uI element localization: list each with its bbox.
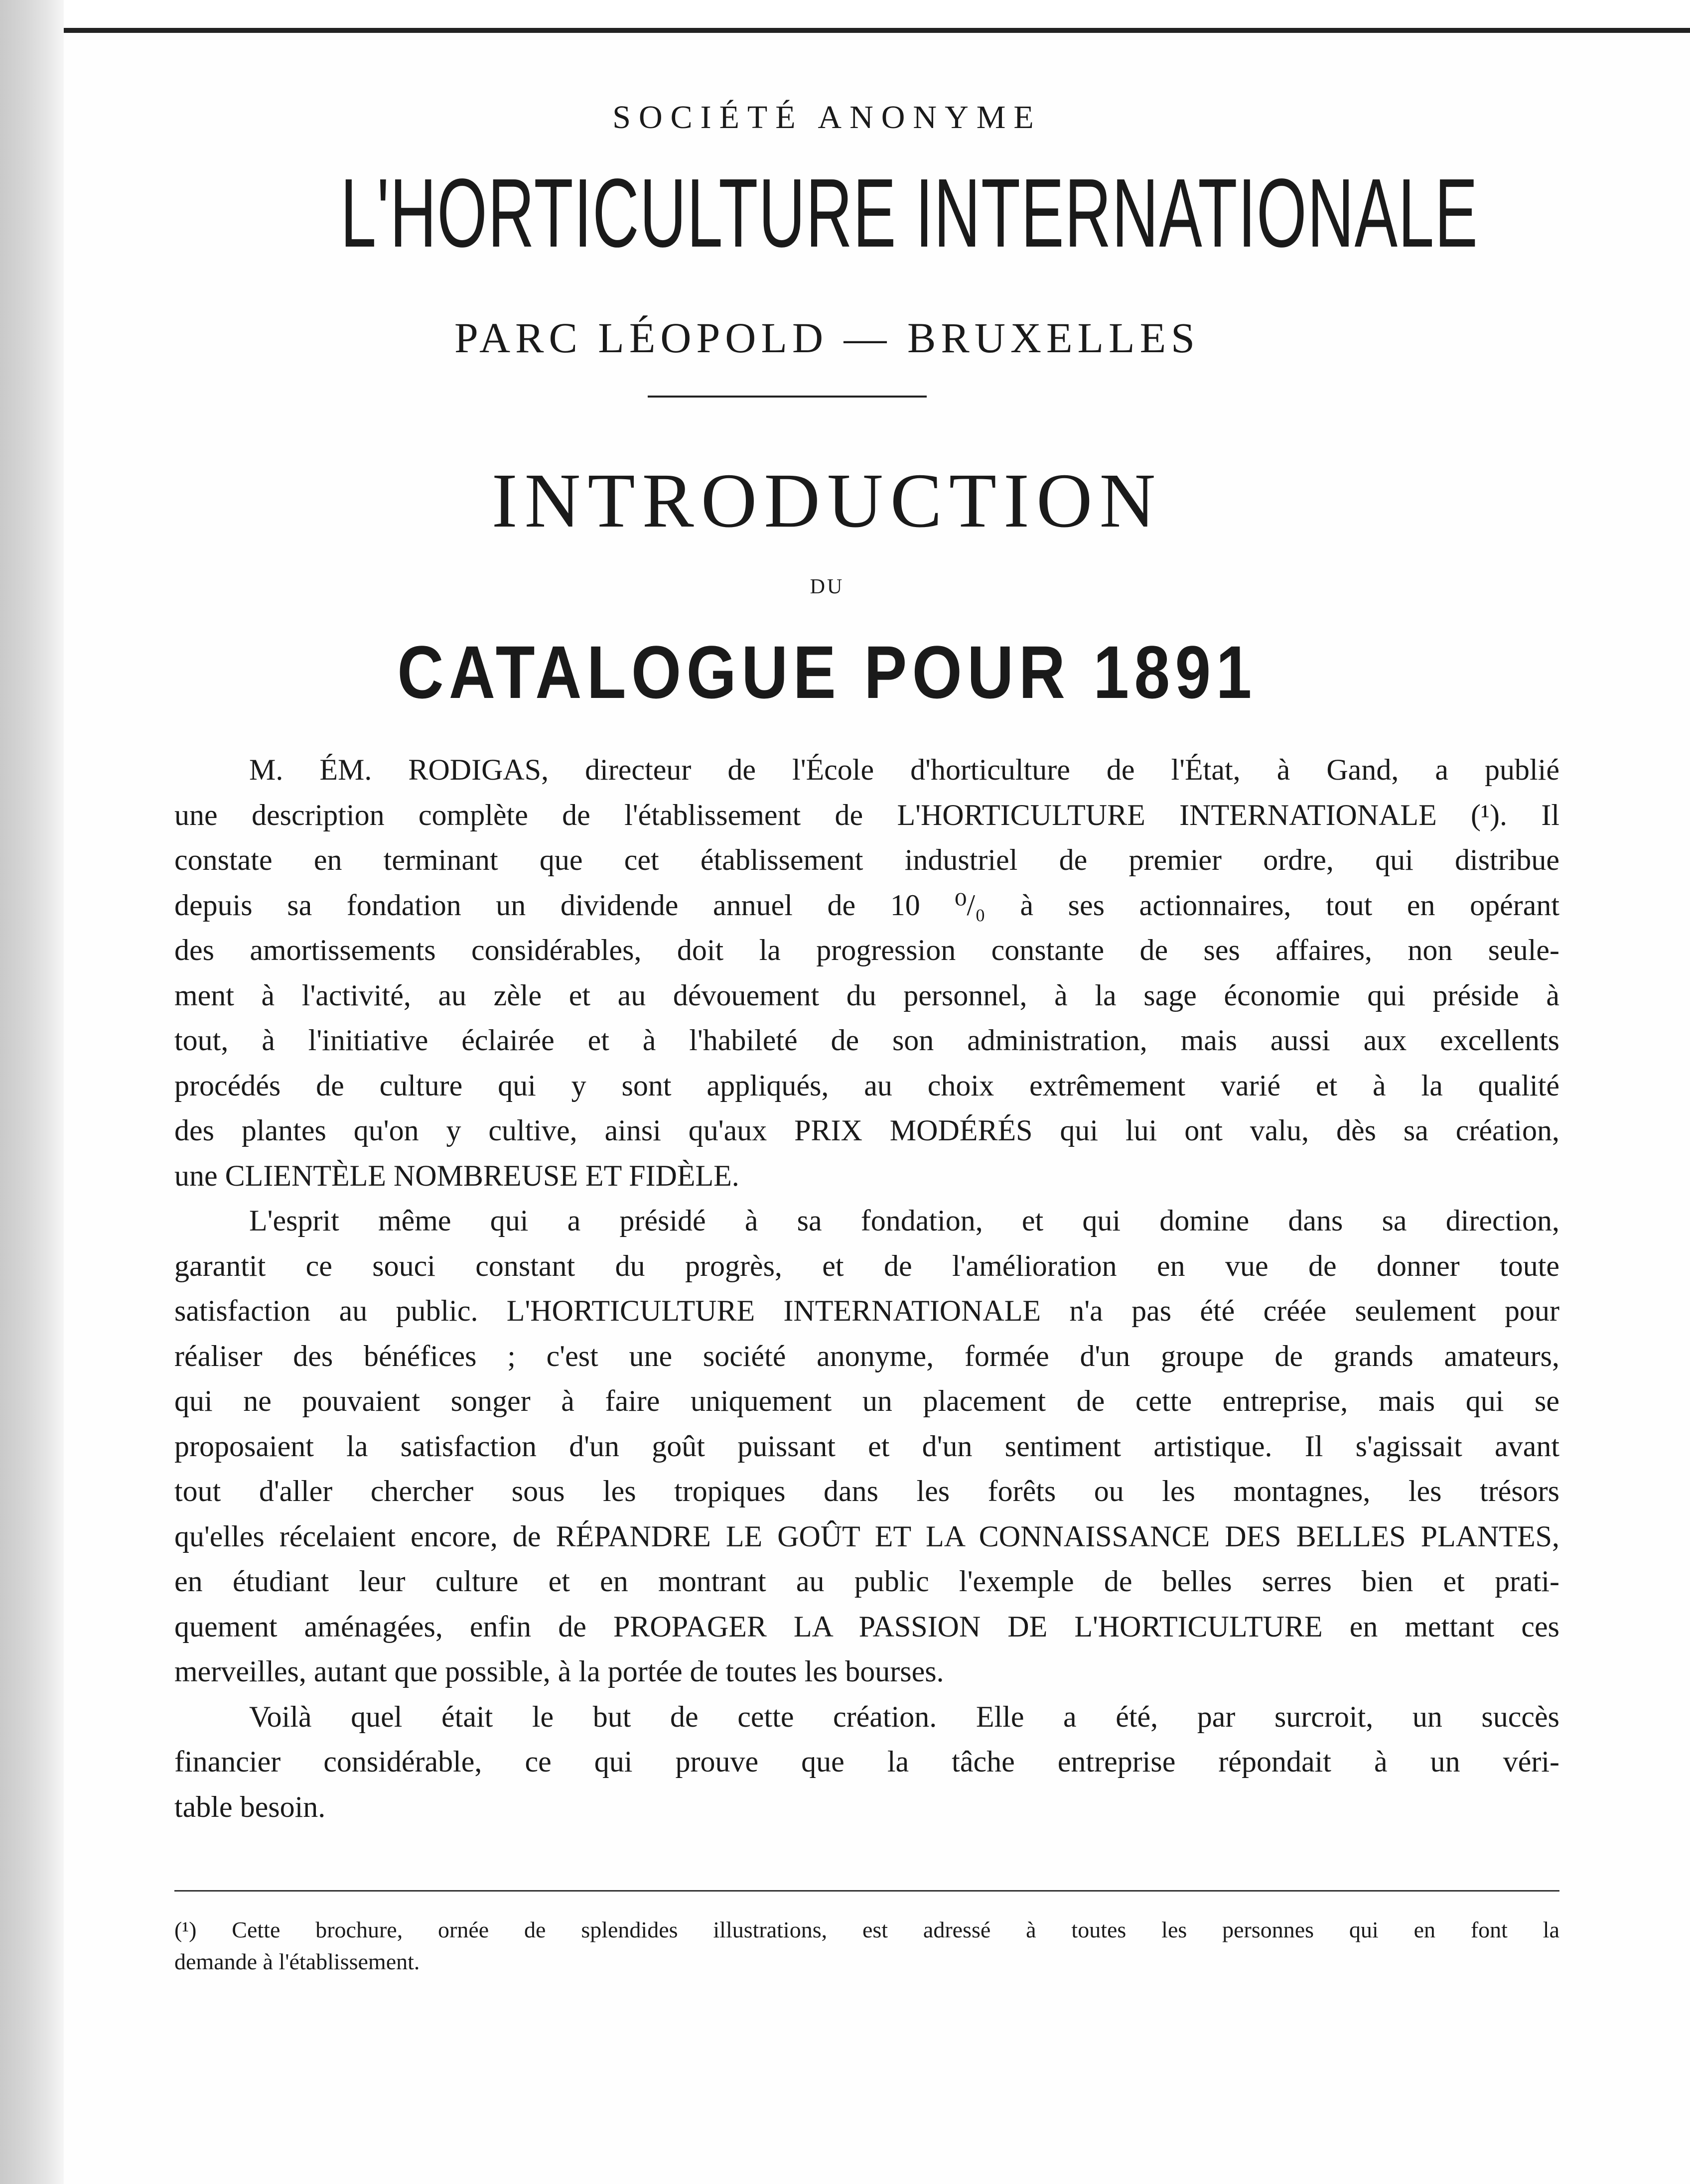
text-line: des plantes qu'on y cultive, ainsi qu'aux PRIX MODÉRÉS qui lui ont valu, dès sa création, xyxy=(174,1114,1559,1147)
text-line: une CLIENTÈLE NOMBREUSE ET FIDÈLE. xyxy=(174,1159,739,1192)
footnote-divider xyxy=(174,1890,1559,1892)
text-line: L'esprit même qui a présidé à sa fondation, et qui domine dans sa direction, xyxy=(249,1204,1559,1237)
footnote-line: (¹) Cette brochure, ornée de splendides illustrations, est adressé à toutes les personnes qui en font la xyxy=(174,1917,1559,1942)
text-line: qui ne pouvaient songer à faire uniquement un placement de cette entreprise, mais qui se xyxy=(174,1384,1559,1417)
text-line: tout, à l'initiative éclairée et à l'habileté de son administration, mais aussi aux excellents xyxy=(174,1024,1559,1057)
footnote-line: demande à l'établissement. xyxy=(174,1949,420,1974)
firm-name: L'HORTICULTURE INTERNATIONALE xyxy=(340,158,1479,268)
text-line: des amortissements considérables, doit la progression constante de ses affaires, non seule- xyxy=(174,934,1559,966)
book-binding-shadow xyxy=(0,0,64,2184)
text-line: tout d'aller chercher sous les tropiques dans les forêts ou les montagnes, les trésors xyxy=(174,1475,1559,1507)
text-line: qu'elles récelaient encore, de RÉPANDRE LE GOÛT ET LA CONNAISSANCE DES BELLES PLANTES, xyxy=(174,1519,1559,1553)
text-line: constate en terminant que cet établissement industriel de premier ordre, qui distribue xyxy=(174,843,1559,876)
text-line: une description complète de l'établissement de L'HORTICULTURE INTERNATIONALE (¹). Il xyxy=(174,798,1559,831)
section-title-connector: DU xyxy=(810,575,845,598)
text-line: M. ÉM. RODIGAS, directeur de l'École d'horticulture de l'État, à Gand, a publié xyxy=(249,753,1559,786)
header-divider xyxy=(648,396,927,398)
societe-heading: SOCIÉTÉ ANONYME xyxy=(612,99,1042,136)
body-text xyxy=(174,747,1559,1829)
text-line: réaliser des bénéfices ; c'est une société anonyme, formée d'un groupe de grands amateurs, xyxy=(174,1339,1559,1372)
page-top-edge xyxy=(64,28,1690,33)
firm-address: PARC LÉOPOLD — BRUXELLES xyxy=(454,314,1200,362)
text-line: procédés de culture qui y sont appliqués, au choix extrêmement varié et à la qualité xyxy=(174,1069,1559,1102)
text-line: proposaient la satisfaction d'un goût puissant et d'un sentiment artistique. Il s'agissait avant xyxy=(174,1429,1559,1463)
text-line: financier considérable, ce qui prouve que la tâche entreprise répondait à un véri- xyxy=(174,1745,1559,1778)
text-line: en étudiant leur culture et en montrant au public l'exemple de belles serres bien et prati- xyxy=(174,1565,1559,1598)
text-line: depuis sa fondation un dividende annuel de 10 ⁰/₀ à ses actionnaires, tout en opérant xyxy=(174,888,1559,922)
footnote xyxy=(174,1914,1559,1978)
text-line: Voilà quel était le but de cette création. Elle a été, par surcroit, un succès xyxy=(249,1700,1559,1733)
text-line: ment à l'activité, au zèle et au dévouement du personnel, à la sage économie qui préside à xyxy=(174,978,1559,1012)
text-line: table besoin. xyxy=(174,1790,326,1823)
text-line: quement aménagées, enfin de PROPAGER LA PASSION DE L'HORTICULTURE en mettant ces xyxy=(174,1610,1559,1643)
text-line: merveilles, autant que possible, à la portée de toutes les bourses. xyxy=(174,1655,944,1688)
text-line: garantit ce souci constant du progrès, et de l'amélioration en vue de donner toute xyxy=(174,1249,1559,1282)
section-title: INTRODUCTION xyxy=(491,457,1163,544)
text-line: satisfaction au public. L'HORTICULTURE INTERNATIONALE n'a pas été créée seulement pour xyxy=(174,1294,1559,1327)
catalogue-title: CATALOGUE POUR 1891 xyxy=(397,630,1257,714)
